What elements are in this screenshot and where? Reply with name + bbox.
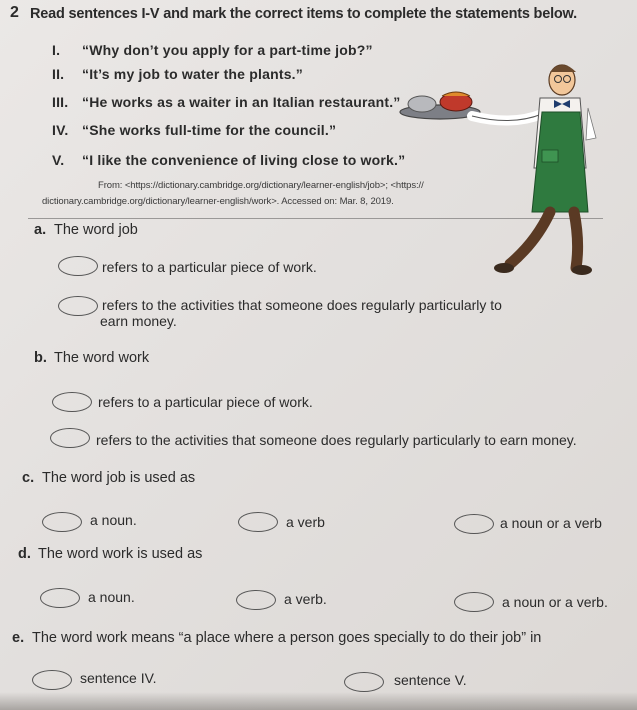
option-d1-label: a noun.: [88, 589, 135, 605]
sentence-text: “It’s my job to water the plants.”: [82, 66, 303, 82]
option-c1-label: a noun.: [90, 512, 137, 528]
source-line-2: dictionary.cambridge.org/dictionary/learner-english/work>. Accessed on: Mar. 8, 2019.: [42, 196, 394, 207]
sentence-numeral: IV.: [52, 122, 69, 138]
part-stem-text: The word work means “a place where a person goes specially to do their job” in: [32, 630, 542, 646]
option-c2-radio[interactable]: [238, 512, 278, 532]
option-d2-radio[interactable]: [236, 590, 276, 610]
part-e-stem: [12, 630, 541, 646]
sentence-text: “He works as a waiter in an Italian restaurant.”: [82, 94, 401, 110]
option-d2-label: a verb.: [284, 591, 327, 607]
option-c3-label: a noun or a verb: [500, 515, 602, 531]
question-instruction: Read sentences I-V and mark the correct items to complete the statements below.: [30, 6, 577, 22]
option-b1-radio[interactable]: [52, 392, 92, 412]
question-number: 2: [10, 4, 19, 21]
sentence-3: [52, 94, 401, 110]
sentence-1: [52, 42, 373, 58]
sentence-2: [52, 66, 303, 82]
part-letter: d.: [18, 546, 31, 562]
sentence-text: “I like the convenience of living close to work.”: [82, 152, 406, 168]
part-c-stem: [22, 470, 195, 486]
part-stem-text: The word job: [54, 222, 138, 238]
option-a2-label-line2: earn money.: [100, 313, 177, 329]
option-c3-radio[interactable]: [454, 514, 494, 534]
part-stem-text: The word job is used as: [42, 470, 196, 486]
source-line-1: From: <https://dictionary.cambridge.org/dictionary/learner-english/job>; <https://: [98, 180, 424, 191]
option-e1-label: sentence IV.: [80, 670, 157, 686]
part-stem-text: The word work is used as: [38, 546, 203, 562]
sentence-text: “Why don’t you apply for a part-time job?”: [82, 42, 373, 58]
sentence-text: “She works full-time for the council.”: [82, 122, 337, 138]
option-c1-radio[interactable]: [42, 512, 82, 532]
option-b1-label: refers to a particular piece of work.: [98, 394, 313, 410]
sentence-4: [52, 122, 336, 138]
page-edge-shadow: [0, 692, 637, 710]
option-a2-label-line1: refers to the activities that someone does regularly particularly to: [102, 297, 502, 313]
part-letter: e.: [12, 630, 25, 646]
sentence-numeral: III.: [52, 94, 69, 110]
option-b2-label: refers to the activities that someone does regularly particularly to earn money.: [96, 432, 577, 448]
part-letter: c.: [22, 470, 35, 486]
option-c2-label: a verb: [286, 514, 325, 530]
option-a2-radio[interactable]: [58, 296, 98, 316]
part-a-stem: [34, 222, 138, 238]
sentence-numeral: II.: [52, 66, 65, 82]
option-e1-radio[interactable]: [32, 670, 72, 690]
sentence-5: [52, 152, 405, 168]
part-letter: a.: [34, 222, 47, 238]
option-d3-radio[interactable]: [454, 592, 494, 612]
waiter-illustration-icon: [392, 62, 602, 292]
sentence-numeral: I.: [52, 42, 61, 58]
option-e2-radio[interactable]: [344, 672, 384, 692]
option-e2-label: sentence V.: [394, 672, 467, 688]
option-a1-radio[interactable]: [58, 256, 98, 276]
option-b2-radio[interactable]: [50, 428, 90, 448]
option-a1-label: refers to a particular piece of work.: [102, 259, 317, 275]
part-d-stem: [18, 546, 202, 562]
option-d3-label: a noun or a verb.: [502, 594, 608, 610]
sentence-numeral: V.: [52, 152, 65, 168]
part-b-stem: [34, 350, 149, 366]
option-d1-radio[interactable]: [40, 588, 80, 608]
part-letter: b.: [34, 350, 47, 366]
part-stem-text: The word work: [54, 350, 150, 366]
